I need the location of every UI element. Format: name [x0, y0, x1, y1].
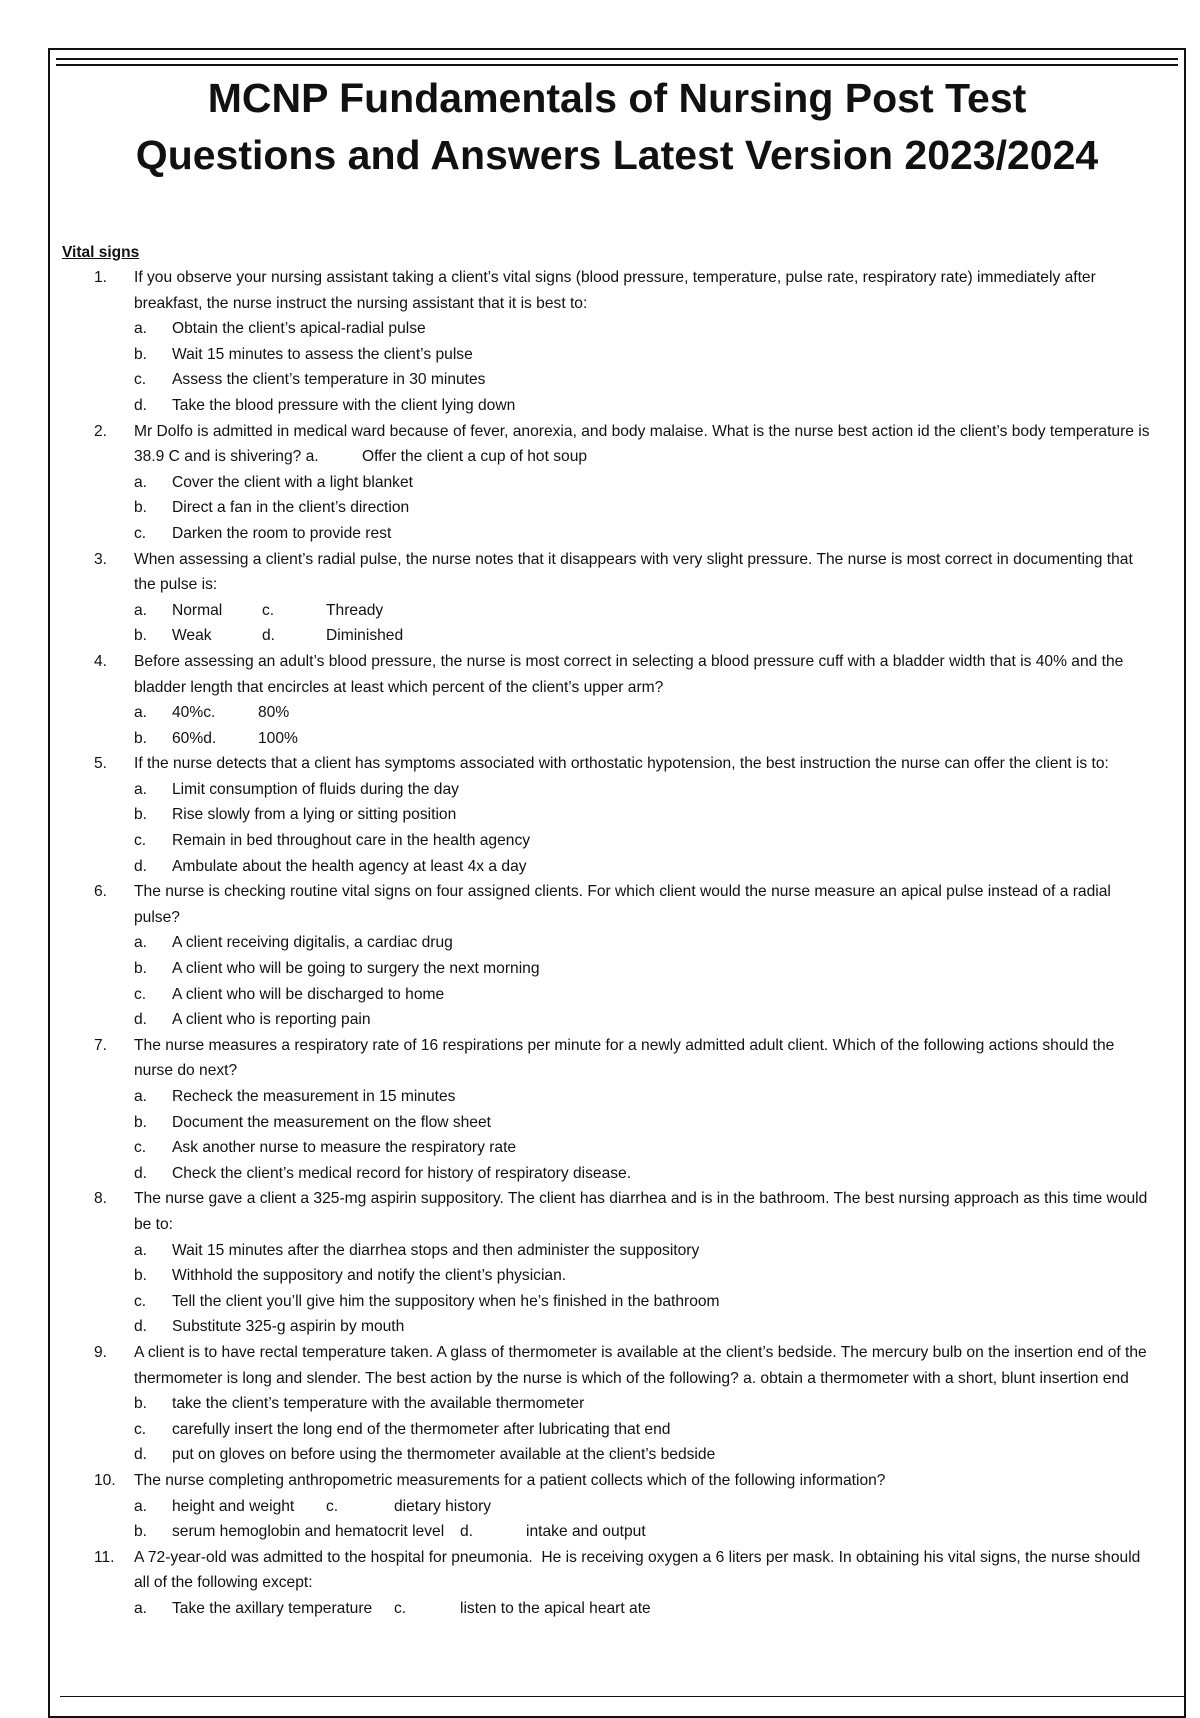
- option-letter: b.: [134, 499, 148, 517]
- option-text: Rise slowly from a lying or sitting position: [172, 806, 457, 824]
- option-item: [0, 393, 1200, 419]
- option-text: Assess the client’s temperature in 30 minutes: [172, 371, 486, 389]
- option-text: Substitute 325-g aspirin by mouth: [172, 1318, 405, 1336]
- option-text-second: intake and output: [526, 1523, 646, 1541]
- question-10: [0, 1468, 1200, 1494]
- option-text: height and weight: [172, 1497, 295, 1515]
- option-item: [0, 470, 1200, 496]
- option-item: [0, 726, 1200, 752]
- option-item: [0, 495, 1200, 521]
- option-item: [0, 1519, 1200, 1545]
- option-item: [0, 1417, 1200, 1443]
- option-text: 60%d.: [172, 729, 217, 747]
- question-text: If the nurse detects that a client has symptoms associated with orthostatic hypotension, the best instruction the nurse can offer the client is to:: [134, 755, 1109, 773]
- option-letter: d.: [134, 1164, 148, 1182]
- option-letter: a.: [134, 601, 148, 619]
- question-2: [0, 419, 1200, 470]
- question-number: 8.: [94, 1190, 108, 1208]
- option-item: [0, 1442, 1200, 1468]
- question-number: 1.: [94, 269, 108, 286]
- option-item: [0, 316, 1200, 342]
- option-item: [0, 1238, 1200, 1264]
- option-letter-second: c.: [394, 1599, 407, 1617]
- option-item: [0, 1314, 1200, 1340]
- option-text: Wait 15 minutes to assess the client’s pulse: [172, 345, 473, 363]
- option-text: Darken the room to provide rest: [172, 524, 392, 542]
- option-item: [0, 521, 1200, 547]
- section-heading: Vital signs: [62, 244, 140, 261]
- option-letter: b.: [134, 1267, 148, 1285]
- question-9: [0, 1340, 1200, 1391]
- option-letter: c.: [134, 371, 147, 389]
- option-text: Take the axillary temperature: [172, 1599, 373, 1617]
- question-number: 11.: [94, 1548, 115, 1566]
- option-item: [0, 623, 1200, 649]
- option-letter: c.: [134, 985, 147, 1003]
- question-number: 4.: [94, 652, 108, 670]
- top-double-rule-1: [56, 58, 1178, 60]
- option-letter: b.: [134, 1113, 148, 1131]
- question-1: [0, 265, 1200, 316]
- option-item: [0, 854, 1200, 880]
- option-text: Check the client’s medical record for history of respiratory disease.: [172, 1164, 632, 1182]
- question-number: 3.: [94, 550, 108, 568]
- option-text: Weak: [172, 627, 212, 645]
- option-text-second: listen to the apical heart ate: [460, 1599, 651, 1617]
- option-item: [0, 1494, 1200, 1520]
- option-letter: a.: [134, 473, 148, 491]
- option-letter: b.: [134, 960, 148, 978]
- option-item: [0, 700, 1200, 726]
- question-number: 5.: [94, 755, 108, 773]
- title-line-2: Questions and Answers Latest Version 2023/2024: [135, 132, 1099, 178]
- document-title: [50, 70, 1184, 184]
- option-letter: b.: [134, 806, 148, 824]
- option-text-second: 100%: [258, 729, 298, 747]
- option-text: A client who will be going to surgery the next morning: [172, 960, 540, 978]
- question-number: 7.: [94, 1036, 108, 1054]
- option-item: [0, 1007, 1200, 1033]
- option-item: [0, 1084, 1200, 1110]
- option-text: take the client’s temperature with the available thermometer: [172, 1395, 585, 1413]
- option-text-second: dietary history: [394, 1497, 492, 1515]
- option-text: A client receiving digitalis, a cardiac drug: [172, 934, 453, 952]
- option-item: [0, 367, 1200, 393]
- option-letter: a.: [134, 1088, 148, 1105]
- question-number: 2.: [94, 422, 108, 440]
- question-7: [0, 1033, 1200, 1084]
- question-text: If you observe your nursing assistant taking a client’s vital signs (blood pressure, temperature, pulse rate, respiratory rate) immediately after breakfast, the nurse instruct the nursing assistant that it is best to:: [134, 269, 1101, 312]
- option-letter: d.: [134, 396, 148, 414]
- option-letter-second: d.: [262, 627, 276, 645]
- option-item: [0, 1110, 1200, 1136]
- question-6: [0, 879, 1200, 930]
- question-text: The nurse gave a client a 325-mg aspirin suppository. The client has diarrhea and is in the bathroom. The best nursing approach as this time would be to:: [134, 1190, 1152, 1233]
- question-5: [0, 751, 1200, 777]
- question-text: Mr Dolfo is admitted in medical ward because of fever, anorexia, and body malaise. What is the nurse best action id the client’s body temperature is 38.9 C and is shivering? a. Offer the client a cup of hot soup: [134, 422, 1154, 466]
- bottom-rule: [60, 1696, 1184, 1697]
- option-letter: a.: [134, 704, 148, 722]
- question-8: [0, 1186, 1200, 1237]
- option-letter: c.: [134, 1139, 147, 1157]
- option-letter: c.: [134, 1292, 147, 1310]
- option-text: Limit consumption of fluids during the day: [172, 780, 459, 798]
- option-item: [0, 802, 1200, 828]
- option-text: Recheck the measurement in 15 minutes: [172, 1088, 456, 1105]
- option-item: [0, 1596, 1200, 1622]
- question-number: 9.: [94, 1343, 108, 1361]
- option-text: A client who is reporting pain: [172, 1011, 371, 1029]
- option-letter-second: c.: [326, 1497, 339, 1515]
- option-item: [0, 1161, 1200, 1187]
- option-text-second: Diminished: [326, 627, 404, 645]
- question-number: 10.: [94, 1471, 116, 1489]
- option-letter: a.: [134, 1497, 148, 1515]
- question-text: A 72-year-old was admitted to the hospital for pneumonia. He is receiving oxygen a 6 liters per mask. In obtaining his vital signs, the nurse should all of the following except:: [134, 1548, 1145, 1592]
- option-text: Ambulate about the health agency at least 4x a day: [172, 857, 527, 875]
- question-text: The nurse is checking routine vital signs on four assigned clients. For which client would the nurse measure an apical pulse instead of a radial pulse?: [134, 883, 1116, 926]
- option-letter: b.: [134, 1523, 148, 1541]
- option-letter: d.: [134, 1318, 148, 1336]
- option-text-second: Thready: [326, 601, 384, 619]
- option-letter: c.: [134, 1420, 147, 1438]
- option-letter-second: c.: [262, 601, 275, 619]
- question-text: Before assessing an adult’s blood pressure, the nurse is most correct in selecting a blood pressure cuff with a bladder width that is 40% and the bladder length that encircles at least which percent of the client’s upper arm?: [134, 652, 1128, 696]
- top-double-rule-2: [56, 64, 1178, 66]
- option-text: Remain in bed throughout care in the health agency: [172, 832, 531, 850]
- title-line-1: MCNP Fundamentals of Nursing Post Test: [207, 75, 1027, 121]
- option-letter: c.: [134, 524, 147, 542]
- option-letter: a.: [134, 780, 148, 798]
- question-11: [0, 1545, 1200, 1596]
- question-text: The nurse measures a respiratory rate of 16 respirations per minute for a newly admitted adult client. Which of the following actions should the nurse do next?: [134, 1036, 1119, 1080]
- question-text: The nurse completing anthropometric measurements for a patient collects which of the following information?: [134, 1471, 886, 1489]
- option-text: Normal: [172, 601, 223, 619]
- option-text: Tell the client you’ll give him the suppository when he’s finished in the bathroom: [172, 1292, 720, 1310]
- question-number: 6.: [94, 883, 108, 901]
- option-text: carefully insert the long end of the thermometer after lubricating that end: [172, 1420, 671, 1438]
- option-text: A client who will be discharged to home: [172, 985, 445, 1003]
- question-text: A client is to have rectal temperature taken. A glass of thermometer is available at the client’s bedside. The mercury bulb on the insertion end of the thermometer is long and slender. The best action by the nurse is which of the following? a. obtain a thermometer with a short, blunt insertion end: [134, 1343, 1152, 1387]
- option-letter: b.: [134, 627, 148, 645]
- option-item: [0, 956, 1200, 982]
- option-item: [0, 828, 1200, 854]
- option-letter: b.: [134, 345, 148, 363]
- option-text: put on gloves on before using the thermometer available at the client’s bedside: [172, 1446, 716, 1464]
- option-item: [0, 1135, 1200, 1161]
- option-text: 40%c.: [172, 704, 216, 722]
- option-item: [0, 1391, 1200, 1417]
- option-item: [0, 982, 1200, 1008]
- option-letter: c.: [134, 832, 147, 850]
- option-letter: d.: [134, 1446, 148, 1464]
- option-text: Direct a fan in the client’s direction: [172, 499, 410, 517]
- option-text: Ask another nurse to measure the respiratory rate: [172, 1139, 517, 1157]
- question-4: [0, 649, 1200, 700]
- option-item: [0, 930, 1200, 956]
- option-letter: a.: [134, 1241, 148, 1259]
- option-letter: d.: [134, 857, 148, 875]
- option-item: [0, 777, 1200, 803]
- option-text: Take the blood pressure with the client lying down: [172, 396, 516, 414]
- option-text-second: 80%: [258, 704, 290, 722]
- option-text: Wait 15 minutes after the diarrhea stops and then administer the suppository: [172, 1241, 700, 1259]
- option-letter: b.: [134, 729, 148, 747]
- option-letter: d.: [134, 1011, 148, 1029]
- option-letter-second: d.: [460, 1523, 474, 1541]
- option-text: Withhold the suppository and notify the client’s physician.: [172, 1267, 567, 1285]
- option-text: Document the measurement on the flow sheet: [172, 1113, 491, 1131]
- option-letter: b.: [134, 1395, 148, 1413]
- option-item: [0, 1263, 1200, 1289]
- question-3: [0, 547, 1200, 598]
- option-item: [0, 1289, 1200, 1315]
- option-letter: a.: [134, 320, 148, 338]
- option-item: [0, 598, 1200, 624]
- option-item: [0, 342, 1200, 368]
- question-text: When assessing a client’s radial pulse, the nurse notes that it disappears with very slight pressure. The nurse is most correct in documenting that the pulse is:: [134, 550, 1138, 594]
- option-text: Obtain the client’s apical-radial pulse: [172, 320, 426, 338]
- option-letter: a.: [134, 934, 148, 952]
- option-letter: a.: [134, 1599, 148, 1617]
- question-list: [0, 265, 1200, 1621]
- option-text: Cover the client with a light blanket: [172, 473, 413, 491]
- option-text: serum hemoglobin and hematocrit level: [172, 1523, 445, 1541]
